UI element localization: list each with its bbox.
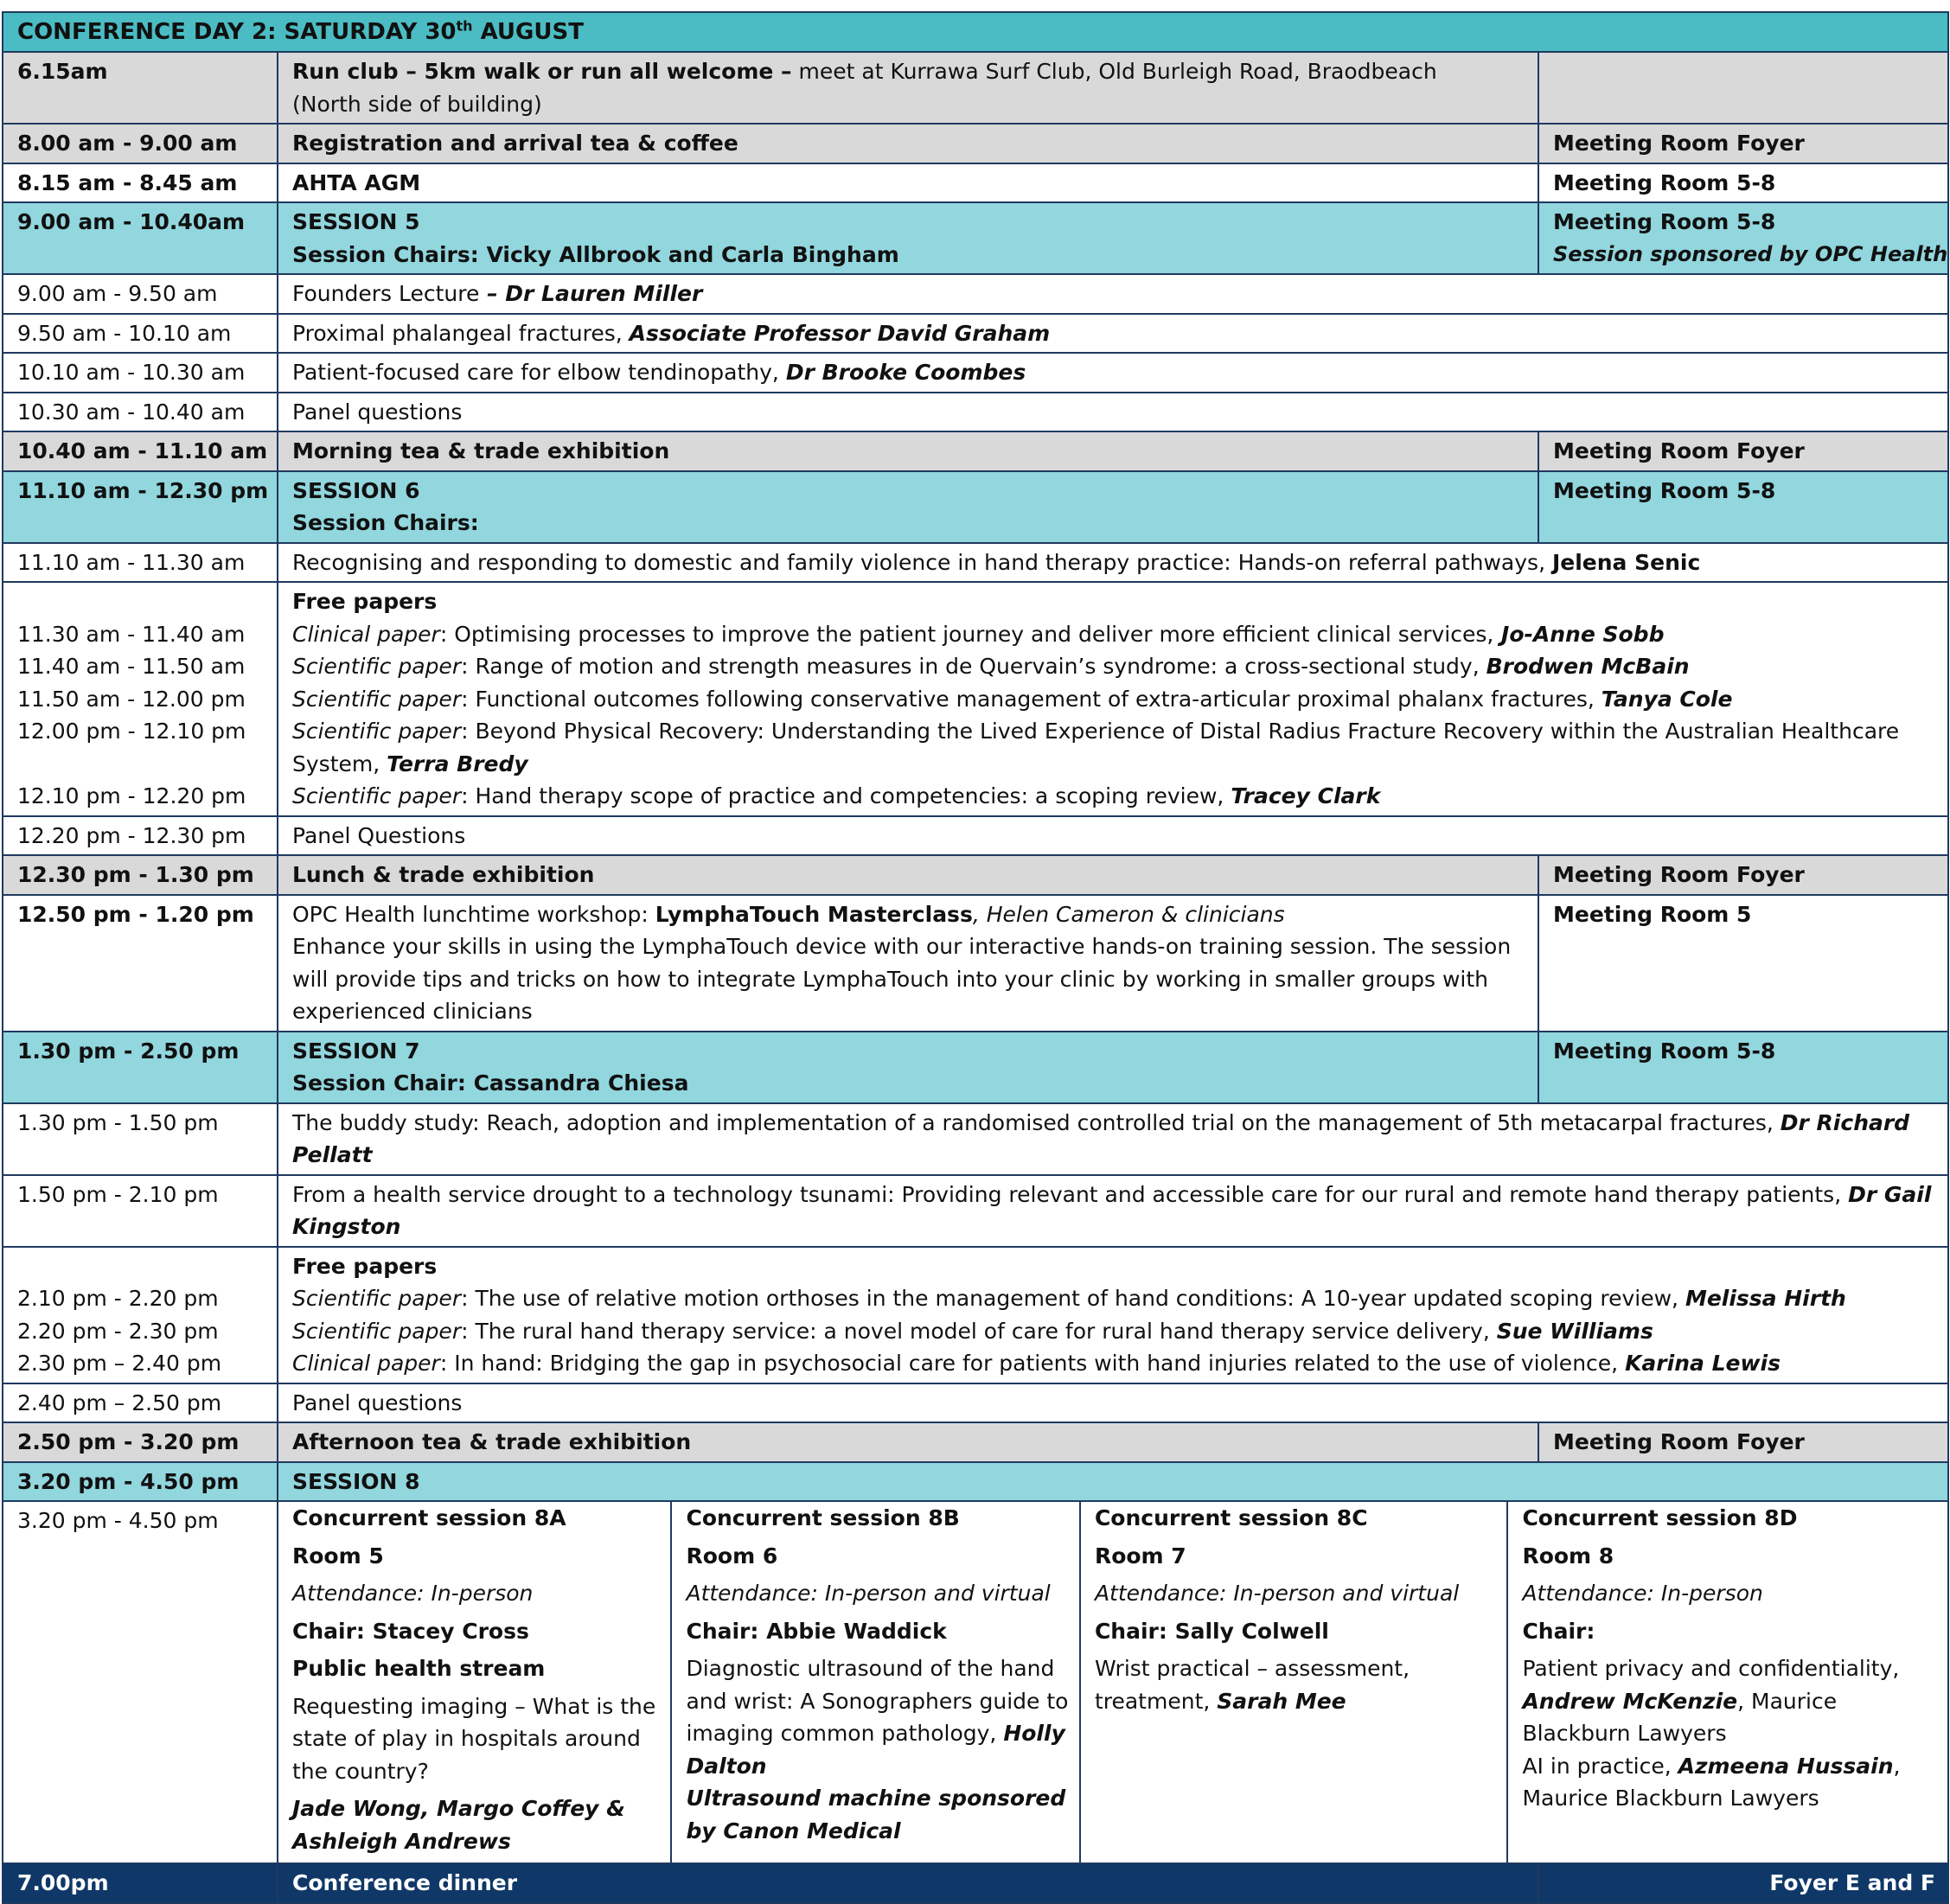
concurrent-session-8d: Concurrent session 8D Room 8 Attendance: In-person Chair: Patient privacy and confidentiality, Andrew McKenzie, Maurice Blackburn Lawyers AI in practice, Azmeena Hussain, Maurice Blackburn Lawyers	[1507, 1502, 1947, 1862]
room-cell: Meeting Room 5-8	[1538, 1032, 1948, 1103]
room-cell: Meeting Room 5-8 Session sponsored by OPC Health	[1538, 202, 1948, 274]
time-cell: 12.50 pm - 1.20 pm	[3, 895, 278, 1032]
time-cell: 12.30 pm - 1.30 pm	[3, 855, 278, 895]
room-cell	[1538, 52, 1948, 124]
event-cell: SESSION 8	[278, 1462, 1948, 1502]
panel-questions-row	[3, 393, 1948, 432]
concurrent-session-8b: Concurrent session 8B Room 6 Attendance: In-person and virtual Chair: Abbie Waddick Diagnostic ultrasound of the hand and wrist: A Sonographers guide to imaging common pathology, Holly Dalton Ultrasound machine sponsored by Canon Medical	[671, 1502, 1079, 1862]
room-cell: Foyer E and F	[1538, 1863, 1948, 1903]
time-cell: 7.00pm	[3, 1863, 278, 1903]
event-cell: Free papers Clinical paper: Optimising processes to improve the patient journey and deliver more efficient clinical services, Jo-Anne Sobb Scientific paper: Range of motion and strength measures in de Quervain’s syndrome: a cross-sectional study, Brodwen McBain Scientific paper: Functional outcomes following conservative management of extra-articular proximal phalanx fractures, Tanya Cole Scientific paper: Beyond Physical Recovery: Understanding the Lived Experience of Distal Radius Fracture Recovery within the Australian Healthcare System, Terra Bredy Scientific paper: Hand therapy scope of practice and competencies: a scoping review, Tracey Clark	[278, 582, 1948, 816]
time-cell: 8.15 am - 8.45 am	[3, 163, 278, 203]
room-cell: Meeting Room 5-8	[1538, 163, 1948, 203]
time-cell: 10.10 am - 10.30 am	[3, 353, 278, 393]
day-title-row	[3, 12, 1948, 52]
time-cell: 10.30 am - 10.40 am	[3, 393, 278, 432]
event-cell: SESSION 6 Session Chairs:	[278, 471, 1538, 543]
schedule-table	[2, 11, 1949, 1904]
session5-row	[3, 202, 1948, 274]
concurrent-session-8c: Concurrent session 8C Room 7 Attendance: In-person and virtual Chair: Sally Colwell Wrist practical – assessment, treatment, Sarah Mee	[1080, 1502, 1508, 1862]
time-cell: 1.30 pm - 2.50 pm	[3, 1032, 278, 1103]
violence-row	[3, 543, 1948, 583]
event-cell: Morning tea & trade exhibition	[278, 431, 1538, 471]
time-cell: 6.15am	[3, 52, 278, 124]
panel-questions-row	[3, 816, 1948, 856]
afternoon-tea-row	[3, 1422, 1948, 1462]
event-cell: Proximal phalangeal fractures, Associate Professor David Graham	[278, 314, 1948, 354]
room-cell: Meeting Room Foyer	[1538, 431, 1948, 471]
event-cell: Panel Questions	[278, 816, 1948, 856]
session6-row	[3, 471, 1948, 543]
elbow-row	[3, 353, 1948, 393]
time-cell: 1.50 pm - 2.10 pm	[3, 1175, 278, 1247]
time-cell: 2.40 pm – 2.50 pm	[3, 1383, 278, 1423]
program-document	[2, 11, 1947, 1904]
founders-row	[3, 274, 1948, 314]
time-cell: 11.10 am - 11.30 am	[3, 543, 278, 583]
event-cell: Recognising and responding to domestic and family violence in hand therapy practice: Hands-on referral pathways, Jelena Senic	[278, 543, 1948, 583]
time-cell: 3.20 pm - 4.50 pm	[3, 1501, 278, 1863]
event-cell: The buddy study: Reach, adoption and implementation of a randomised controlled trial on the management of 5th metacarpal fractures, Dr Richard Pellatt	[278, 1103, 1948, 1175]
concurrent-sessions	[278, 1501, 1948, 1863]
workshop-row	[3, 895, 1948, 1032]
event-cell: Lunch & trade exhibition	[278, 855, 1538, 895]
event-cell: SESSION 7 Session Chair: Cassandra Chiesa	[278, 1032, 1538, 1103]
room-cell: Meeting Room Foyer	[1538, 124, 1948, 163]
proximal-row	[3, 314, 1948, 354]
time-cell: 9.50 am - 10.10 am	[3, 314, 278, 354]
time-cell: 2.50 pm - 3.20 pm	[3, 1422, 278, 1462]
concurrent-grid	[278, 1502, 1947, 1862]
event-cell: Panel questions	[278, 1383, 1948, 1423]
event-cell: Founders Lecture – Dr Lauren Miller	[278, 274, 1948, 314]
event-cell: AHTA AGM	[278, 163, 1538, 203]
time-cell: 9.00 am - 10.40am	[3, 202, 278, 274]
run-club-row	[3, 52, 1948, 124]
registration-row	[3, 124, 1948, 163]
room-cell: Meeting Room Foyer	[1538, 855, 1948, 895]
dinner-row	[3, 1863, 1948, 1903]
event-cell: Free papers Scientific paper: The use of relative motion orthoses in the management of hand conditions: A 10-year updated scoping review, Melissa Hirth Scientific paper: The rural hand therapy service: a novel model of care for rural hand therapy service delivery, Sue Williams Clinical paper: In hand: Bridging the gap in psychosocial care for patients with hand injuries related to the use of violence, Karina Lewis	[278, 1247, 1948, 1383]
event-cell: Afternoon tea & trade exhibition	[278, 1422, 1538, 1462]
time-cell: 12.20 pm - 12.30 pm	[3, 816, 278, 856]
day-title: CONFERENCE DAY 2: SATURDAY 30th AUGUST	[3, 12, 1948, 52]
lunch-row	[3, 855, 1948, 895]
event-cell: SESSION 5 Session Chairs: Vicky Allbrook and Carla Bingham	[278, 202, 1538, 274]
event-cell: Panel questions	[278, 393, 1948, 432]
buddy-row	[3, 1103, 1948, 1175]
panel-questions-row	[3, 1383, 1948, 1423]
drought-row	[3, 1175, 1948, 1247]
time-cell: 11.10 am - 12.30 pm	[3, 471, 278, 543]
time-cell: 1.30 pm - 1.50 pm	[3, 1103, 278, 1175]
room-cell: Meeting Room 5-8	[1538, 471, 1948, 543]
event-cell: Run club – 5km walk or run all welcome – meet at Kurrawa Surf Club, Old Burleigh Road, Braodbeach (North side of building)	[278, 52, 1538, 124]
time-cell: 9.00 am - 9.50 am	[3, 274, 278, 314]
free-papers-row	[3, 1247, 1948, 1383]
event-cell: OPC Health lunchtime workshop: LymphaTouch Masterclass, Helen Cameron & clinicians Enhance your skills in using the LymphaTouch device with our interactive hands-on training session. The session will provide tips and tricks on how to integrate LymphaTouch into your clinic by working in smaller groups with experienced clinicians	[278, 895, 1538, 1032]
time-cell: 8.00 am - 9.00 am	[3, 124, 278, 163]
event-cell: Patient-focused care for elbow tendinopathy, Dr Brooke Coombes	[278, 353, 1948, 393]
session8-row	[3, 1462, 1948, 1502]
free-papers-row	[3, 582, 1948, 816]
agm-row	[3, 163, 1948, 203]
time-cell: 11.30 am - 11.40 am 11.40 am - 11.50 am 11.50 am - 12.00 pm 12.00 pm - 12.10 pm 12.10 pm - 12.20 pm	[3, 582, 278, 816]
concurrent-session-8a: Concurrent session 8A Room 5 Attendance: In-person Chair: Stacey Cross Public health stream Requesting imaging – What is the state of play in hospitals around the country? Jade Wong, Margo Coffey & Ashleigh Andrews	[278, 1502, 671, 1862]
concurrent-row	[3, 1501, 1948, 1863]
event-cell: Conference dinner	[278, 1863, 1538, 1903]
time-cell: 10.40 am - 11.10 am	[3, 431, 278, 471]
room-cell: Meeting Room 5	[1538, 895, 1948, 1032]
event-cell: Registration and arrival tea & coffee	[278, 124, 1538, 163]
time-cell: 2.10 pm - 2.20 pm 2.20 pm - 2.30 pm 2.30 pm – 2.40 pm	[3, 1247, 278, 1383]
session7-row	[3, 1032, 1948, 1103]
morning-tea-row	[3, 431, 1948, 471]
event-cell: From a health service drought to a technology tsunami: Providing relevant and accessible care for our rural and remote hand therapy patients, Dr Gail Kingston	[278, 1175, 1948, 1247]
time-cell: 3.20 pm - 4.50 pm	[3, 1462, 278, 1502]
room-cell: Meeting Room Foyer	[1538, 1422, 1948, 1462]
